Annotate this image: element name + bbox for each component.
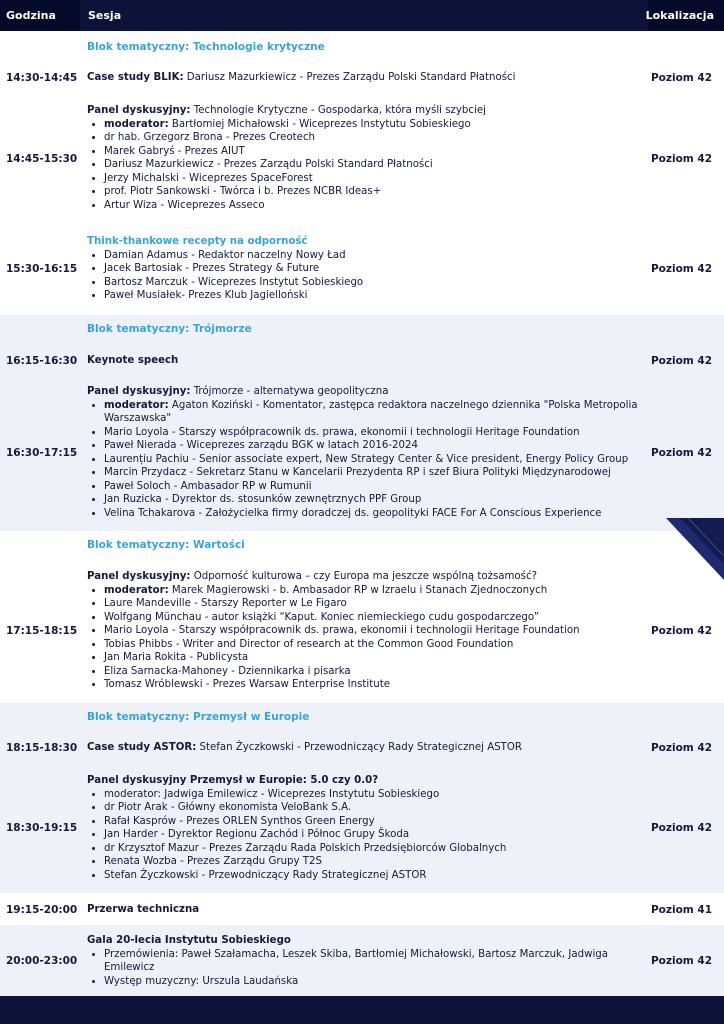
session-lead-text: Technologie Krytyczne - Gospodarka, która myśli szybciej	[190, 105, 486, 116]
speaker-item: • Wolfgang Münchau - autor książki “Kaput. Koniec niemieckiego cudu gospodarczego”	[104, 611, 647, 625]
header-time: Godzina	[6, 9, 56, 22]
session-location: Poziom 42	[650, 955, 712, 967]
session-lead-bold: Case study BLIK:	[87, 72, 184, 83]
session-location: Poziom 41	[650, 904, 712, 916]
speaker-item: • Paweł Nierada - Wiceprezes zarządu BGK w latach 2016-2024	[104, 439, 647, 453]
speaker-item: • Velina Tchakarova - Założycielka firmy doradczej ds. geopolityki FACE For A Conscious Experience	[104, 507, 647, 521]
table-header	[0, 0, 724, 31]
speaker-item: • Mario Loyola - Starszy współpracownik ds. prawa, ekonomii i technologii Heritage Foundation	[104, 426, 647, 440]
speaker-item: • Bartosz Marczuk - Wiceprezes Instytut Sobieskiego	[104, 276, 647, 290]
session-content	[87, 570, 647, 692]
footer-bar	[0, 996, 724, 1024]
speaker-item: • Występ muzyczny: Urszula Laudańska	[104, 975, 647, 989]
session-time: 17:15-18:15	[6, 625, 78, 637]
session-content	[87, 235, 647, 303]
session-location: Poziom 42	[650, 263, 712, 275]
session-lead	[87, 71, 647, 85]
corner-decoration	[666, 518, 724, 580]
speaker-item: • Eliza Sarnacka-Mahoney - Dziennikarka i pisarka	[104, 665, 647, 679]
block-title: Blok tematyczny: Technologie krytyczne	[87, 41, 325, 53]
header-session: Sesja	[88, 9, 122, 22]
session-time: 18:30-19:15	[6, 822, 78, 834]
block-title: Blok tematyczny: Trójmorze	[87, 323, 252, 335]
speaker-item: • dr hab. Grzegorz Brona - Prezes Creotech	[104, 131, 647, 145]
session-lead: Panel dyskusyjny Przemysł w Europie: 5.0 czy 0.0?	[87, 775, 379, 786]
session-lead-bold: Panel dyskusyjny:	[87, 105, 191, 116]
session-content	[87, 385, 647, 520]
speaker-item: • Jan Ruzicka - Dyrektor ds. stosunków zewnętrznych PPF Group	[104, 493, 647, 507]
session-time: 15:30-16:15	[6, 263, 78, 275]
session-time: 16:30-17:15	[6, 447, 78, 459]
speaker-item: • Stefan Życzkowski - Przewodniczący Rady Strategicznej ASTOR	[104, 869, 647, 883]
speaker-item: • Laurențiu Pachiu - Senior associate expert, New Strategy Center & Vice president, Energy Policy Group	[104, 453, 647, 467]
block-title: Blok tematyczny: Wartości	[87, 539, 245, 551]
session-location: Poziom 42	[650, 153, 712, 165]
block-title: Blok tematyczny: Przemysł w Europie	[87, 711, 310, 723]
speaker-item: • Jan Maria Rokita - Publicysta	[104, 651, 647, 665]
session-location: Poziom 42	[650, 72, 712, 84]
session-content	[87, 741, 647, 755]
speaker-item: • Mario Loyola - Starszy współpracownik ds. prawa, ekonomii i technologii Heritage Foundation	[104, 624, 647, 638]
header-location: Lokalizacja	[645, 9, 714, 22]
speaker-item: • dr Piotr Arak - Główny ekonomista VeloBank S.A.	[104, 801, 647, 815]
session-lead-text: Dariusz Mazurkiewicz - Prezes Zarządu Polski Standard Płatności	[183, 72, 516, 83]
speaker-item: • Marek Gabryś - Prezes AIUT	[104, 145, 647, 159]
speaker-item: • dr Krzysztof Mazur - Prezes Zarządu Rada Polskich Przedsiębiorców Globalnych	[104, 842, 647, 856]
session-lead	[87, 104, 647, 118]
session-time: 14:30-14:45	[6, 72, 78, 84]
session-time: 16:15-16:30	[6, 355, 78, 367]
speaker-item: • Paweł Soloch - Ambasador RP w Rumunii	[104, 480, 647, 494]
session-content	[87, 934, 647, 988]
session-time: 19:15-20:00	[6, 904, 78, 916]
speaker-item: • Paweł Musiałek- Prezes Klub Jagielloński	[104, 289, 647, 303]
speaker-item: • prof. Piotr Sankowski - Twórca i b. Prezes NCBR Ideas+	[104, 185, 647, 199]
session-content	[87, 903, 647, 917]
session-content	[87, 354, 647, 368]
session-content	[87, 71, 647, 85]
speaker-item: • Laure Mandeville - Starszy Reporter w Le Figaro	[104, 597, 647, 611]
session-time: 18:15-18:30	[6, 742, 78, 754]
speaker-item: • Tobias Phibbs - Writer and Director of research at the Common Good Foundation	[104, 638, 647, 652]
speaker-item: • Artur Wiza - Wiceprezes Asseco	[104, 199, 647, 213]
session-content	[87, 774, 647, 882]
session-lead: Panel dyskusyjny: Odporność kulturowa – czy Europa ma jeszcze wspólną tożsamość?	[87, 571, 537, 582]
speaker-item: • Renata Wozba - Prezes Zarządu Grupy T2S	[104, 855, 647, 869]
session-lead: Przerwa techniczna	[87, 904, 200, 915]
session-content	[87, 104, 647, 212]
speaker-item: • Rafał Kasprów - Prezes ORLEN Synthos Green Energy	[104, 815, 647, 829]
speaker-item: • Jacek Bartosiak - Prezes Strategy & Future	[104, 262, 647, 276]
session-location: Poziom 42	[650, 447, 712, 459]
speaker-item: • Damian Adamus - Redaktor naczelny Nowy Ład	[104, 249, 647, 263]
session-lead: Gala 20-lecia Instytutu Sobieskiego	[87, 935, 291, 946]
session-time: 14:45-15:30	[6, 153, 78, 165]
speaker-item: • moderator: Agaton Koziński - Komentator, zastępca redaktora naczelnego dziennika "Polska Metropolia Warszawska"	[104, 399, 647, 426]
speaker-item: • Jerzy Michalski - Wiceprezes SpaceForest	[104, 172, 647, 186]
session-location: Poziom 42	[650, 625, 712, 637]
session-subtitle: Think-thankowe recepty na odporność	[87, 236, 308, 247]
session-lead: Keynote speech	[87, 355, 179, 366]
speaker-item: • Dariusz Mazurkiewicz - Prezes Zarządu Polski Standard Płatności	[104, 158, 647, 172]
session-time: 20:00-23:00	[6, 955, 78, 967]
session-location: Poziom 42	[650, 822, 712, 834]
speaker-item: • moderator: Jadwiga Emilewicz - Wiceprezes Instytutu Sobieskiego	[104, 788, 647, 802]
speaker-item: • moderator: Bartłomiej Michałowski - Wiceprezes Instytutu Sobieskiego	[104, 118, 647, 132]
speaker-item: • Tomasz Wróblewski - Prezes Warsaw Enterprise Institute	[104, 678, 647, 692]
speaker-item: • Przemówienia: Paweł Szałamacha, Leszek Skiba, Bartłomiej Michałowski, Bartosz Marczuk, Jadwiga Emilewicz	[104, 948, 647, 975]
session-location: Poziom 42	[650, 742, 712, 754]
session-lead: Panel dyskusyjny: Trójmorze - alternatywa geopolityczna	[87, 386, 389, 397]
speaker-item: • Marcin Przydacz - Sekretarz Stanu w Kancelarii Prezydenta RP i szef Biura Polityki Międzynarodowej	[104, 466, 647, 480]
session-location: Poziom 42	[650, 355, 712, 367]
speaker-item: • Jan Harder - Dyrektor Regionu Zachód i Północ Grupy Škoda	[104, 828, 647, 842]
session-lead: Case study ASTOR: Stefan Życzkowski - Przewodniczący Rady Strategicznej ASTOR	[87, 742, 522, 753]
speaker-item: • moderator: Marek Magierowski - b. Ambasador RP w Izraelu i Stanach Zjednoczonych	[104, 584, 647, 598]
